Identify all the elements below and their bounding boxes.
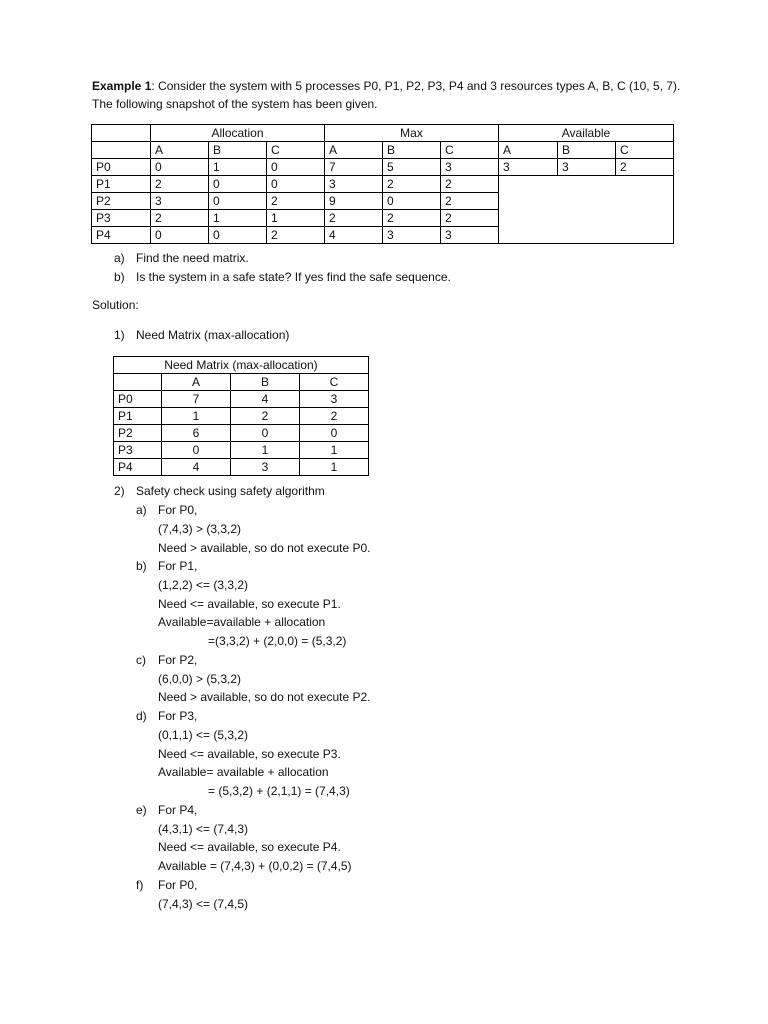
step-line: Need <= available, so execute P3. <box>158 747 341 761</box>
process-cell: P1 <box>92 176 151 193</box>
need-cell: 0 <box>300 425 369 442</box>
sub-header: C <box>267 142 325 159</box>
process-cell: P0 <box>92 159 151 176</box>
process-cell: P2 <box>92 193 151 210</box>
step-line: For P3, <box>158 709 198 723</box>
step-2 <box>114 482 325 500</box>
max-cell: 2 <box>325 210 383 227</box>
need-cell: 1 <box>231 442 300 459</box>
table-row <box>114 425 369 442</box>
sub-header: A <box>499 142 558 159</box>
allocation-cell: 0 <box>151 227 209 244</box>
allocation-cell: 0 <box>267 159 325 176</box>
table-row <box>92 159 674 176</box>
question-b <box>114 268 451 286</box>
allocation-cell: 0 <box>209 193 267 210</box>
list-marker: c) <box>136 653 146 667</box>
need-cell: 3 <box>231 459 300 476</box>
table-row <box>92 176 674 193</box>
allocation-cell: 1 <box>209 210 267 227</box>
step-1 <box>114 326 289 344</box>
process-cell: P2 <box>114 425 162 442</box>
list-marker: f) <box>136 878 144 892</box>
need-header: B <box>231 374 300 391</box>
safety-step-a <box>136 501 197 519</box>
sub-header: B <box>209 142 267 159</box>
available-cell: 3 <box>558 159 616 176</box>
snapshot-table <box>91 124 674 244</box>
step-line: Need <= available, so execute P4. <box>158 840 341 854</box>
safety-step-f <box>136 876 197 894</box>
allocation-cell: 1 <box>267 210 325 227</box>
need-cell: 2 <box>300 408 369 425</box>
need-cell: 2 <box>231 408 300 425</box>
table-row <box>114 459 369 476</box>
need-cell: 1 <box>300 459 369 476</box>
step-line: (1,2,2) <= (3,3,2) <box>158 578 249 592</box>
allocation-cell: 2 <box>267 193 325 210</box>
max-cell: 3 <box>441 159 499 176</box>
max-cell: 2 <box>441 176 499 193</box>
max-cell: 2 <box>441 193 499 210</box>
need-cell: 1 <box>300 442 369 459</box>
list-marker: 1) <box>114 328 125 342</box>
sub-header: A <box>325 142 383 159</box>
list-marker: b) <box>136 559 147 573</box>
process-cell: P4 <box>114 459 162 476</box>
allocation-cell: 0 <box>209 227 267 244</box>
need-cell: 0 <box>231 425 300 442</box>
available-empty-area <box>499 176 674 244</box>
list-marker: b) <box>114 270 125 284</box>
step-line: For P0, <box>158 503 198 517</box>
question-text: Is the system in a safe state? If yes find the safe sequence. <box>136 270 451 284</box>
corner-cell <box>114 374 162 391</box>
need-cell: 3 <box>300 391 369 408</box>
allocation-cell: 2 <box>267 227 325 244</box>
allocation-cell: 1 <box>209 159 267 176</box>
need-cell: 4 <box>231 391 300 408</box>
step-line: Need > available, so do not execute P0. <box>158 541 371 555</box>
sub-header: C <box>441 142 499 159</box>
sub-header: A <box>151 142 209 159</box>
list-marker: a) <box>114 251 125 265</box>
process-cell: P3 <box>92 210 151 227</box>
need-header: A <box>162 374 231 391</box>
example-label: Example 1 <box>92 79 152 93</box>
max-cell: 9 <box>325 193 383 210</box>
max-cell: 2 <box>383 176 441 193</box>
allocation-cell: 0 <box>267 176 325 193</box>
intro-paragraph <box>92 77 682 113</box>
allocation-cell: 2 <box>151 176 209 193</box>
list-marker: 2) <box>114 484 125 498</box>
sub-header: B <box>383 142 441 159</box>
step-line: Need > available, so do not execute P2. <box>158 690 371 704</box>
step-line: (4,3,1) <= (7,4,3) <box>158 822 249 836</box>
need-header: C <box>300 374 369 391</box>
step-line: For P0, <box>158 878 198 892</box>
process-cell: P4 <box>92 227 151 244</box>
list-marker: e) <box>136 803 147 817</box>
need-cell: 0 <box>162 442 231 459</box>
safety-step-c <box>136 651 197 669</box>
max-cell: 4 <box>325 227 383 244</box>
need-cell: 7 <box>162 391 231 408</box>
sub-header: B <box>558 142 616 159</box>
max-header: Max <box>325 125 499 142</box>
intro-text: : Consider the system with 5 processes P0, P1, P2, P3, P4 and 3 resources types A, B, C (10, 5, 7). The following snapshot of the system has been given. <box>92 79 681 111</box>
step-line: For P2, <box>158 653 198 667</box>
need-matrix-title: Need Matrix (max-allocation) <box>114 357 369 374</box>
max-cell: 3 <box>441 227 499 244</box>
max-cell: 5 <box>383 159 441 176</box>
table-row <box>114 408 369 425</box>
corner-cell <box>92 125 151 142</box>
table-row <box>114 442 369 459</box>
need-cell: 4 <box>162 459 231 476</box>
step-line: Available= available + allocation <box>158 765 329 779</box>
step-line: Need <= available, so execute P1. <box>158 597 341 611</box>
step-line: Available=available + allocation <box>158 615 326 629</box>
step-line: (0,1,1) <= (5,3,2) <box>158 728 249 742</box>
step-line: For P4, <box>158 803 198 817</box>
allocation-cell: 2 <box>151 210 209 227</box>
max-cell: 2 <box>441 210 499 227</box>
question-a <box>114 249 249 267</box>
solution-label: Solution: <box>92 298 139 312</box>
allocation-header: Allocation <box>151 125 325 142</box>
corner-cell <box>92 142 151 159</box>
process-cell: P3 <box>114 442 162 459</box>
max-cell: 7 <box>325 159 383 176</box>
step-line: Available = (7,4,3) + (0,0,2) = (7,4,5) <box>158 859 352 873</box>
max-cell: 0 <box>383 193 441 210</box>
list-marker: a) <box>136 503 147 517</box>
table-row <box>114 391 369 408</box>
process-cell: P0 <box>114 391 162 408</box>
safety-step-b <box>136 557 197 575</box>
need-matrix-table <box>113 356 369 476</box>
process-cell: P1 <box>114 408 162 425</box>
step-line: (7,4,3) > (3,3,2) <box>158 522 242 536</box>
safety-step-e <box>136 801 197 819</box>
step-line: For P1, <box>158 559 198 573</box>
step-text: Need Matrix (max-allocation) <box>136 328 290 342</box>
available-cell: 2 <box>616 159 674 176</box>
step-line: (6,0,0) > (5,3,2) <box>158 672 242 686</box>
step-line: =(3,3,2) + (2,0,0) = (5,3,2) <box>208 634 347 648</box>
max-cell: 2 <box>383 210 441 227</box>
step-text: Safety check using safety algorithm <box>136 484 325 498</box>
available-header: Available <box>499 125 674 142</box>
need-cell: 6 <box>162 425 231 442</box>
allocation-cell: 3 <box>151 193 209 210</box>
allocation-cell: 0 <box>209 176 267 193</box>
allocation-cell: 0 <box>151 159 209 176</box>
need-cell: 1 <box>162 408 231 425</box>
list-marker: d) <box>136 709 147 723</box>
max-cell: 3 <box>383 227 441 244</box>
step-line: (7,4,3) <= (7,4,5) <box>158 897 249 911</box>
question-text: Find the need matrix. <box>136 251 249 265</box>
available-cell: 3 <box>499 159 558 176</box>
step-line: = (5,3,2) + (2,1,1) = (7,4,3) <box>208 784 350 798</box>
sub-header: C <box>616 142 674 159</box>
safety-step-d <box>136 707 197 725</box>
max-cell: 3 <box>325 176 383 193</box>
